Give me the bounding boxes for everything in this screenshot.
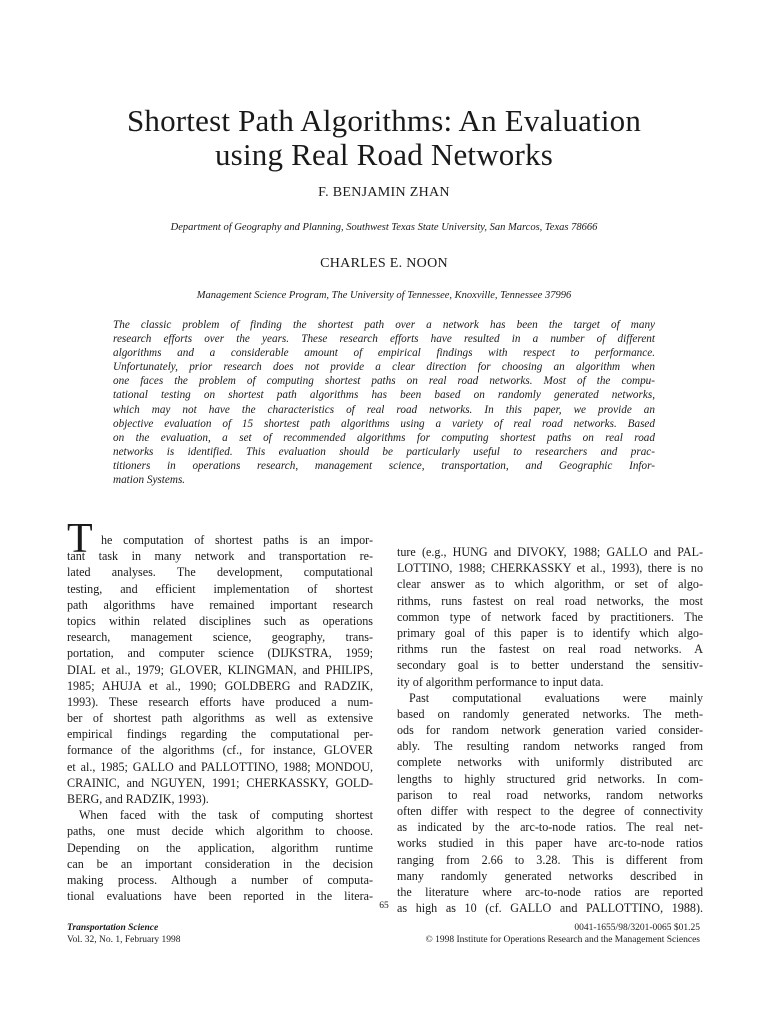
title-line-2: using Real Road Networks <box>214 137 553 172</box>
body-line: he computation of shortest paths is an impor- <box>101 533 373 547</box>
abstract-line: objective evaluation of 15 shortest path algorithms using a variety of real road networks. Based <box>113 417 655 430</box>
body-line: formance of the algorithms (cf., for instance, GLOVER <box>67 743 373 758</box>
body-line: Depending on the application, algorithm runtime <box>67 840 373 855</box>
body-line: ber of shortest path algorithms as well as extensive <box>67 711 373 726</box>
journal-name: Transportation Science <box>67 923 159 933</box>
body-line: as indicated by the arc-to-node ratios. The real net- <box>397 820 703 835</box>
body-line: lengths to highly structured grid networks. In com- <box>397 771 703 786</box>
body-line: rithms run the fastest on real road networks. A <box>397 642 703 657</box>
body-line: making process. Although a number of computa- <box>67 872 373 887</box>
dropcap: T <box>67 516 93 562</box>
body-line: tional evaluations have been reported in the litera- <box>67 889 373 904</box>
body-line: et al., 1985; GALLO and PALLOTTINO, 1988; MONDOU, <box>67 759 373 774</box>
body-line: the literature where arc-to-node ratios are reported <box>397 884 703 899</box>
body-line: ably. The resulting random networks ranged from <box>397 739 703 754</box>
abstract-line: on the evaluation, a set of recommended algorithms for computing shortest paths on real road <box>113 431 655 444</box>
body-line: DIAL et al., 1979; GLOVER, KLINGMAN, and PHILIPS, <box>67 662 373 677</box>
body-line: LOTTINO, 1988; CHERKASSKY et al., 1993), there is no <box>397 561 703 576</box>
body-line: many randomly generated networks described in <box>397 868 703 883</box>
body-line: often differ with respect to the degree of connectivity <box>397 804 703 818</box>
body-line: When faced with the task of computing shortest <box>79 808 373 823</box>
body-line: research, management science, geography, trans- <box>67 630 373 645</box>
journal-volume: Vol. 32, No. 1, February 1998 <box>67 935 181 945</box>
body-line: clear answer as to which algorithm, or set of algo- <box>397 577 703 592</box>
body-line: based on randomly generated networks. The meth- <box>397 706 703 721</box>
article-code: 0041-1655/98/3201-0065 $01.25 <box>574 923 700 933</box>
abstract <box>113 318 655 487</box>
body-line: can be an important consideration in the decision <box>67 856 373 871</box>
body-line: common type of network faced by practitioners. The <box>397 609 703 624</box>
body-line: ity of algorithm performance to input data. <box>397 674 604 689</box>
body-line: path algorithms have remained important research <box>67 597 373 612</box>
page-number: 65 <box>379 901 389 911</box>
body-line: 1985; AHUJA et al., 1990; GOLDBERG and RADZIK, <box>67 678 373 693</box>
body-line: 1993). These research efforts have produced a num- <box>67 694 373 709</box>
body-line: CRAINIC, and NGUYEN, 1991; CHERKASSKY, GOLD- <box>67 775 373 790</box>
abstract-line: one faces the problem of computing shortest paths on real road networks. Most of the compu- <box>113 375 655 388</box>
author-affiliation: Management Science Program, The University of Tennessee, Knoxville, Tennessee 37996 <box>196 290 572 301</box>
body-line: testing, and efficient implementation of shortest <box>67 581 373 596</box>
copyright-notice: © 1998 Institute for Operations Research and the Management Sciences <box>425 935 700 945</box>
abstract-line: research efforts over the years. These research efforts have resulted in a number of different <box>113 333 655 346</box>
abstract-line: which may not have the characteristics of real road networks. In this paper, we provide an <box>113 403 655 416</box>
body-line: portation, and computer science (DIJKSTRA, 1959; <box>67 646 373 661</box>
body-line: topics within related disciplines such as operations <box>67 613 373 628</box>
body-line: complete networks with uniformly distributed arc <box>397 755 703 770</box>
abstract-line: The classic problem of finding the shortest path over a network has been the target of many <box>113 319 655 331</box>
body-line: Past computational evaluations were mainly <box>409 690 703 705</box>
footer-journal-info <box>67 922 181 946</box>
body-line: rithms, runs fastest on real road networks, the most <box>397 593 703 608</box>
author-affiliation: Department of Geography and Planning, Southwest Texas State University, San Marcos, Texas 78666 <box>170 222 598 233</box>
abstract-line: networks is identified. This evaluation should be particularly useful to researchers and prac- <box>113 445 655 458</box>
body-line: secondary goal is to better understand the sensitiv- <box>397 658 703 673</box>
body-column-left <box>67 516 373 904</box>
abstract-line: algorithms and a considerable amount of empirical findings with respect to performance. <box>113 347 655 360</box>
abstract-line: tational testing on shortest path algorithms has been based on randomly generated networks, <box>113 389 655 402</box>
abstract-line: Unfortunately, prior research does not provide a clear direction for choosing an algorithm when <box>113 361 655 374</box>
author-name: CHARLES E. NOON <box>320 256 448 271</box>
body-line: BERG, and RADZIK, 1993). <box>67 792 209 806</box>
paper-title <box>0 104 768 172</box>
footer-copyright <box>426 922 700 946</box>
body-line: as high as 10 (cf. GALLO and PALLOTTINO, 1988). <box>397 901 703 916</box>
abstract-line: titioners in operations research, management science, transportation, and Geographic Infor- <box>113 459 655 472</box>
abstract-line: mation Systems. <box>113 474 186 487</box>
body-line: ranging from 2.66 to 3.28. This is different from <box>397 852 703 867</box>
body-line: works studied in this paper have arc-to-node ratios <box>397 836 703 851</box>
body-line: ods for random network generation varied consider- <box>397 723 703 738</box>
body-line: parison to real road networks, random networks <box>397 787 703 802</box>
body-line: paths, one must decide which algorithm to choose. <box>67 824 373 839</box>
author-name: F. BENJAMIN ZHAN <box>318 185 450 200</box>
title-line-1: Shortest Path Algorithms: An Evaluation <box>126 103 642 138</box>
body-line: primary goal of this paper is to identify which algo- <box>397 625 703 640</box>
body-line: ture (e.g., HUNG and DIVOKY, 1988; GALLO and PAL- <box>397 545 703 559</box>
body-line: tant task in many network and transportation re- <box>67 549 373 564</box>
body-line: lated analyses. The development, computational <box>67 565 373 580</box>
body-column-right <box>397 544 703 916</box>
body-line: empirical findings regarding the computational per- <box>67 727 373 742</box>
